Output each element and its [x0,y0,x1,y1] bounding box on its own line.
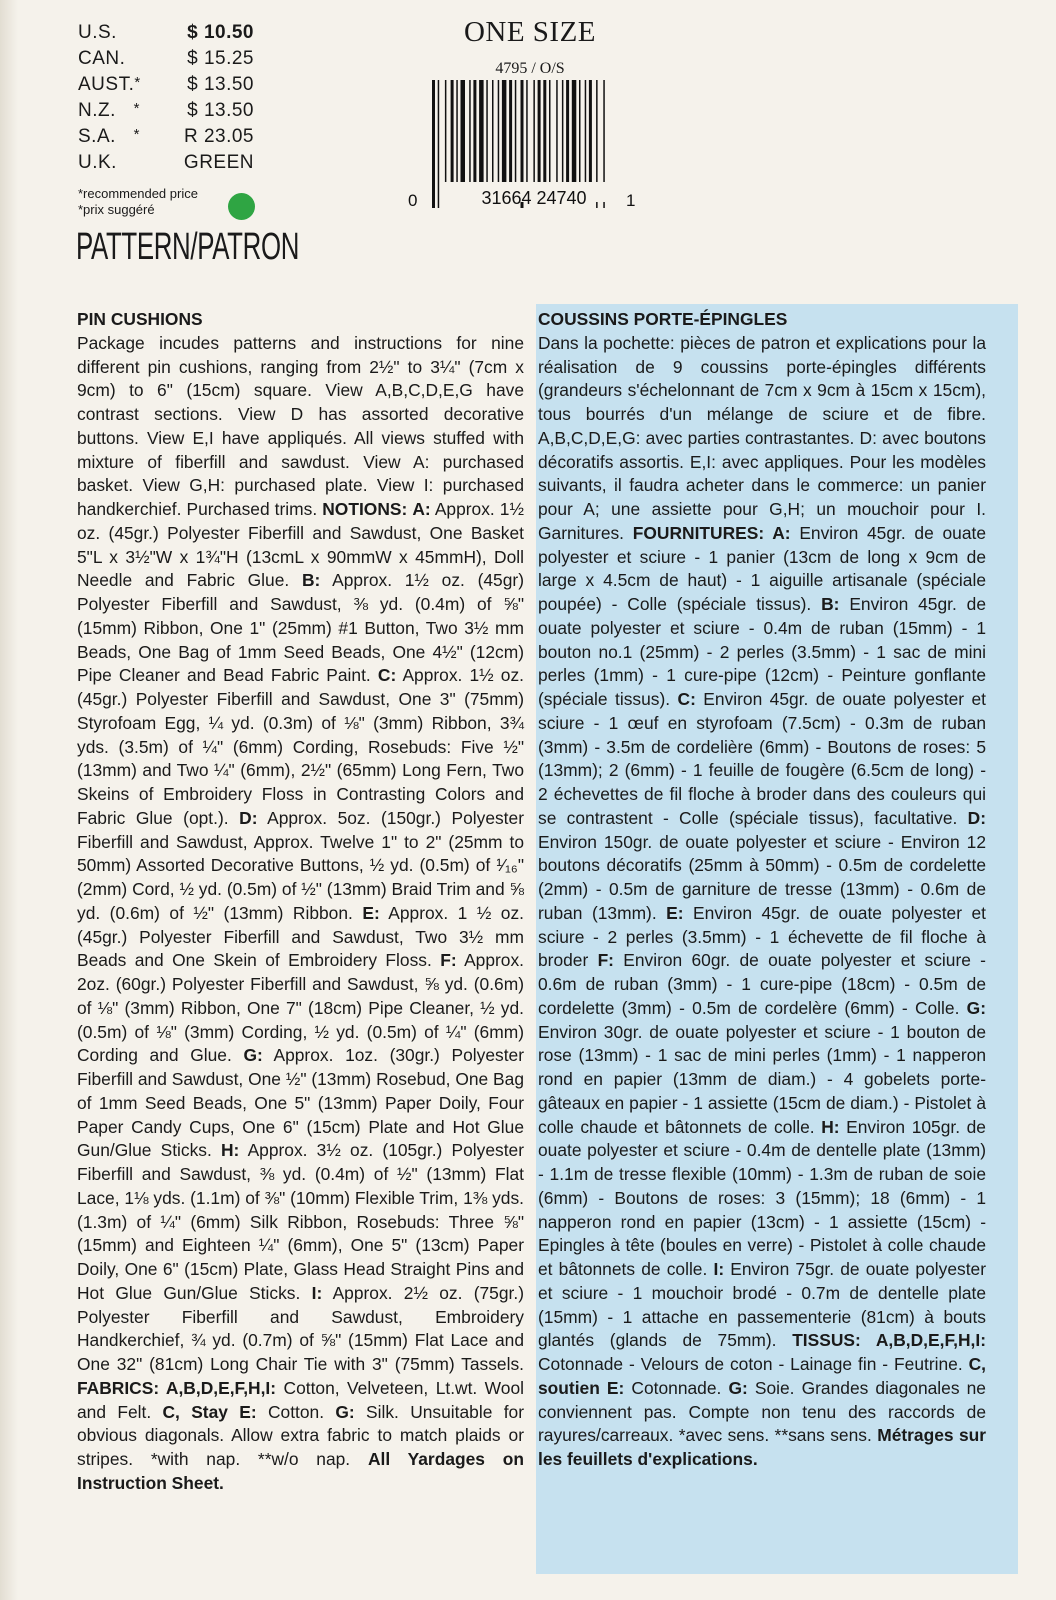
barcode-bar [456,80,458,182]
english-title: PIN CUSHIONS [77,309,203,329]
pattern-label: PATTERN/PATRON [76,226,300,268]
barcode-bar [479,80,484,182]
barcode-right-digit: 1 [626,191,636,210]
price-row: AUST. * $ 13.50 [78,74,254,95]
size-title: ONE SIZE [463,16,597,48]
barcode-bar [451,80,454,182]
price-value: $ 13.50 [187,100,254,121]
price-value: $ 10.50 [187,22,254,43]
price-country: U.S. [78,22,117,43]
price-row [78,22,254,48]
suggested-price-note: *prix suggéré [78,202,155,217]
french-title: COUSSINS PORTE-ÉPINGLES [538,309,788,329]
pattern-number: 4795 / O/S [495,60,565,77]
barcode-bar [515,80,517,182]
price-row: N.Z. * $ 13.50 [78,100,254,121]
barcode-bar [556,80,558,182]
french-description [538,308,986,1472]
barcode-left-digit: 0 [408,191,418,210]
price-row: S.A. * R 23.05 [78,126,254,147]
barcode-bar [432,80,435,208]
price-value: $ 15.25 [187,48,254,69]
barcode-bar [502,80,507,182]
price-notes [78,186,198,218]
barcode-bar [461,80,466,182]
barcode-bar [585,80,587,182]
price-country: S.A. [78,126,116,147]
price-value: $ 13.50 [187,74,254,95]
price-row [78,152,254,178]
price-country: AUST. [78,74,135,95]
barcode-bar [509,80,512,182]
barcode-bar [562,80,564,182]
price-value: R 23.05 [183,126,254,147]
english-description [77,308,524,1496]
price-row [78,48,254,74]
barcode-bar [438,80,440,208]
price-country: N.Z. [78,100,116,121]
price-country: CAN. [78,48,126,69]
barcode-bar [492,80,494,182]
barcode-icon [408,80,640,210]
barcode-bar [445,80,447,182]
barcode-digits: 31664 24740 [481,188,587,208]
barcode-bar [498,80,500,182]
barcode-bar [549,80,551,182]
french-body: Dans la pochette: pièces de patron et explications pour la réalisation de 9 coussins porte-épingles différents (grandeurs s'échelonnant de 7cm x 9cm à 15cm x 15cm), tous bourrés d'un mélange de sciure et de fibre. A,B,C,D,E,G: avec parties contrastantes. D: avec boutons décoratifs assortis. E,I: avec appliques. Pour les modèles suivants, il faudra acheter dans le commerce: un panier pour A; une assiette pour G,H; un mouchoir pour I. Garnitures. FOURNITURES: A: Environ 45gr. de ouate polyester et sciure - 1 panier (13cm de long x 9cm de large x 4.5cm de haut) - 1 aiguille artisanale (spéciale poupée) - Colle (spéciale tissus). B: Environ 45gr. de ouate polyester et sciure - 0.4m de ruban (15mm) - 1 bouton no.1 (25mm) - 2 perles (3.5mm) - 1 sac de mini perles (1mm) - 1 cure-pipe (12cm) - Peinture gonflante (spéciale tissus). C: Environ 45gr. de ouate polyester et sciure - 1 œuf en styrofoam (7.5cm) - 0.3m de ruban (3mm) - 3.5m de cordelière (6mm) - Boutons de roses: 5 (13mm); 2 (6mm) - 1 feuille de fougère (6.5cm de long) - 2 échevettes de fil floche à broder dans des couleurs qui se contrastent - Colle (spéciale tissus), facultative. D: Environ 150gr. de ouate polyester et sciure - Environ 12 boutons décoratifs (25mm à 50mm) - 0.5m de cordelette (2mm) - 0.5m de garniture de tresse (13mm) - 0.6m de ruban (13mm). E: Environ 45gr. de ouate polyester et sciure - 2 perles (3.5mm) - 1 échevette de fil floche à broder F: Environ 60gr. de ouate polyester et sciure - 0.6m de ruban (3mm) - 1 cure-pipe (18cm) - 0.5m de cordelette (3mm) - 0.5m de cordelère (6mm) - Colle. G: Environ 30gr. de ouate polyester et sciure - 1 bouton de rose (13mm) - 1 sac de mini perles (1mm) - 1 napperon rond en papier (13mm de diam.) - 4 gobelets porte-gâteaux en papier - 1 assiette (15cm de diam.) - Pistolet à colle chaude et bâtonnets de colle. H: Environ 105gr. de ouate polyester et sciure - 0.4m de dentelle plate (13mm) - 1.1m de tresse flexible (10mm) - 1.3m de ruban de soie (6mm) - Boutons de roses: 3 (15mm); 18 (6mm) - 1 napperon rond en papier (13cm) - 1 assiette (15cm) - Epingles à tête (boules en verre) - Pistolet à colle chaude et bâtonnets de colle. I: Environ 75gr. de ouate polyester et sciure - 1 mouchoir brodé - 0.7m de dentelle plate (15mm) - 1 attache en passementerie (81cm) à bouts glantés (glands de 75mm). TISSUS: A,B,D,E,F,H,I: Cotonnade - Velours de coton - Lainage fin - Feutrine. C, soutien E: Cotonnade. G: Soie. Grandes diagonales ne conviennent pas. Compte non tenu des raccords de rayures/carreaux. *avec sens. **sans sens. Métrages sur les feuillets d'explications. [538,332,987,1469]
barcode-bar [526,80,528,182]
price-table [78,22,254,178]
recommended-price-note: *recommended price [78,186,198,201]
barcode-bar [473,80,476,182]
barcode-bar [538,80,541,182]
paper-edge [0,0,18,1600]
english-body: Package incudes patterns and instructions for nine different pin cushions, ranging from 2½" to 3¼" (7cm x 9cm) to 6" (15cm) square. View A,B,C,D,E,G have contrast sections. View D has assorted decorative buttons. View E,I have appliqués. All views stuffed with mixture of fiberfill and sawdust. View A: purchased basket. View G,H: purchased plate. View I: purchased handkerchief. Purchased trims. NOTIONS: A: Approx. 1½ oz. (45gr.) Polyester Fiberfill and Sawdust, One Basket 5"L x 3½"W x 1¾"H (13cmL x 90mmW x 45mmH), Doll Needle and Fabric Glue. B: Approx. 1½ oz. (45gr) Polyester Fiberfill and Sawdust, ⅜ yd. (0.4m) of ⅝" (15mm) Ribbon, One 1" (25mm) #1 Button, Two 3½ mm Beads, One Bag of 1mm Seed Beads, One 4½" (12cm) Pipe Cleaner and Bead Fabric Paint. C: Approx. 1½ oz. (45gr.) Polyester Fiberfill and Sawdust, One 3" (75mm) Styrofoam Egg, ¼ yd. (0.3m) of ⅛" (3mm) Ribbon, 3¾ yds. (3.5m) of ¼" (6mm) Cording, Rosebuds: Five ½" (13mm) and Two ¼" (6mm), 2½" (65mm) Long Fern, Two Skeins of Embroidery Floss in Contrasting Colors and Fabric Glue (opt.). D: Approx. 5oz. (150gr.) Polyester Fiberfill and Sawdust, Approx. Twelve 1" to 2" (25mm to 50mm) Assorted Decorative Buttons, ½ yd. (0.5m) of ¹⁄₁₆" (2mm) Cord, ½ yd. (0.5m) of ½" (13mm) Braid Trim and ⅝ yd. (0.6m) of ½" (13mm) Ribbon. E: Approx. 1 ½ oz. (45gr.) Polyester Fiberfill and Sawdust, Two 3½ mm Beads and One Skein of Embroidery Floss. F: Approx. 2oz. (60gr.) Polyester Fiberfill and Sawdust, ⅝ yd. (0.6m) of ⅛" (3mm) Ribbon, One 7" (18cm) Pipe Cleaner, ½ yd. (0.5m) of ⅛" (3mm) Cording, ½ yd. (0.5m) of ¼" (6mm) Cording and Glue. G: Approx. 1oz. (30gr.) Polyester Fiberfill and Sawdust, One ½" (13mm) Rosebud, One Bag of 1mm Seed Beads, One 5" (13mm) Paper Doily, Four Paper Candy Cups, One 6" (15cm) Plate and Hot Glue Gun/Glue Sticks. H: Approx. 3½ oz. (105gr.) Polyester Fiberfill and Sawdust, ⅜ yd. (0.4m) of ½" (13mm) Flat Lace, 1⅛ yds. (1.1m) of ⅜" (10mm) Flexible Trim, 1⅜ yds. (1.3m) of ¼" (6mm) Silk Ribbon, Rosebuds: Three ⅝" (15mm) and Eighteen ¼" (6mm), One 5" (13cm) Paper Doily, One 6" (15cm) Plate, Glass Head Straight Pins and Hot Glue Gun/Glue Sticks. I: Approx. 2½ oz. (75gr.) Polyester Fiberfill and Sawdust, Embroidery Handkerchief, ¾ yd. (0.7m) of ⅝" (15mm) Flat Lace and One 32" (81cm) Long Chair Tie with 3" (75mm) Tassels. FABRICS: A,B,D,E,F,H,I: Cotton, Velveteen, Lt.wt. Wool and Felt. C, Stay E: Cotton. G: Silk. Unsuitable for obvious diagonals. Allow extra fabric to match plaids or stripes. *with nap. **w/o nap. All Yardages on Instruction Sheet. [77,332,525,1493]
barcode-bar [533,80,535,182]
price-value: GREEN [183,152,254,173]
barcode-bar [589,80,592,182]
barcode-bar [579,80,581,182]
barcode-bar [566,80,569,182]
barcode-bar [543,80,546,182]
barcode-bar [572,80,577,182]
barcode [408,80,640,210]
barcode-bar [469,80,471,182]
price-country: U.K. [78,152,117,173]
uk-price-dot-icon [228,193,255,220]
barcode-bar [486,80,488,182]
